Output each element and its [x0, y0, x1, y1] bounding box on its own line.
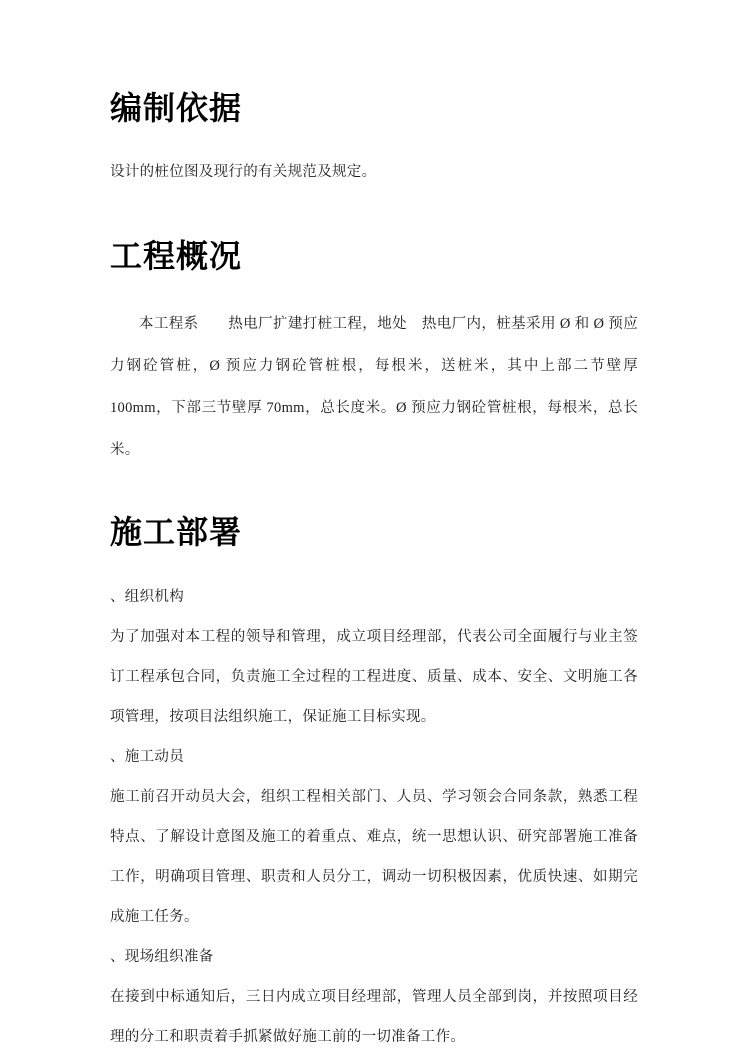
subsection-mobilization [110, 737, 638, 937]
section-project-overview [110, 234, 638, 471]
subsection-label-mobilization: 、施工动员 [110, 749, 184, 765]
paragraph-organization: 为了加强对本工程的领导和管理，成立项目经理部，代表公司全面履行与业主签订工程承包合同，负责施工全过程的工程进度、质量、成本、安全、文明施工各项管理，按项目法组织施工，保证施工目标实现。 [110, 629, 638, 725]
section-compilation-basis [110, 86, 638, 192]
section-construction-deployment [110, 510, 638, 1052]
heading-construction-deployment: 施工部署 [110, 514, 243, 550]
paragraph-project-overview: 本工程系 热电厂扩建打桩工程，地处 热电厂内，桩基采用 Ø 和 Ø 预应力钢砼管桩，Ø 预应力钢砼管桩根，每根米，送桩米，其中上部二节壁厚 100mm，下部三节壁厚 70mm，总长度米。Ø 预应力钢砼管桩根，每根米，总长米。 [110, 316, 638, 458]
heading-compilation-basis: 编制依据 [110, 90, 243, 126]
heading-project-overview: 工程概况 [110, 238, 243, 274]
paragraph-site-preparation: 在接到中标通知后，三日内成立项目经理部，管理人员全部到岗，并按照项目经理的分工和职责着手抓紧做好施工前的一切准备工作。 [110, 989, 638, 1045]
subsection-label-organization: 、组织机构 [110, 589, 184, 605]
subsection-organization [110, 577, 638, 737]
subsection-site-preparation [110, 937, 638, 1052]
paragraph-mobilization: 施工前召开动员大会，组织工程相关部门、人员、学习领会合同条款，熟悉工程特点、了解设计意图及施工的着重点、难点，统一思想认识、研究部署施工准备工作，明确项目管理、职责和人员分工，调动一切积极因素，优质快速、如期完成施工任务。 [110, 789, 638, 925]
paragraph-compilation-basis: 设计的桩位图及现行的有关规范及规定。 [110, 164, 377, 180]
subsection-label-site-preparation: 、现场组织准备 [110, 949, 214, 965]
